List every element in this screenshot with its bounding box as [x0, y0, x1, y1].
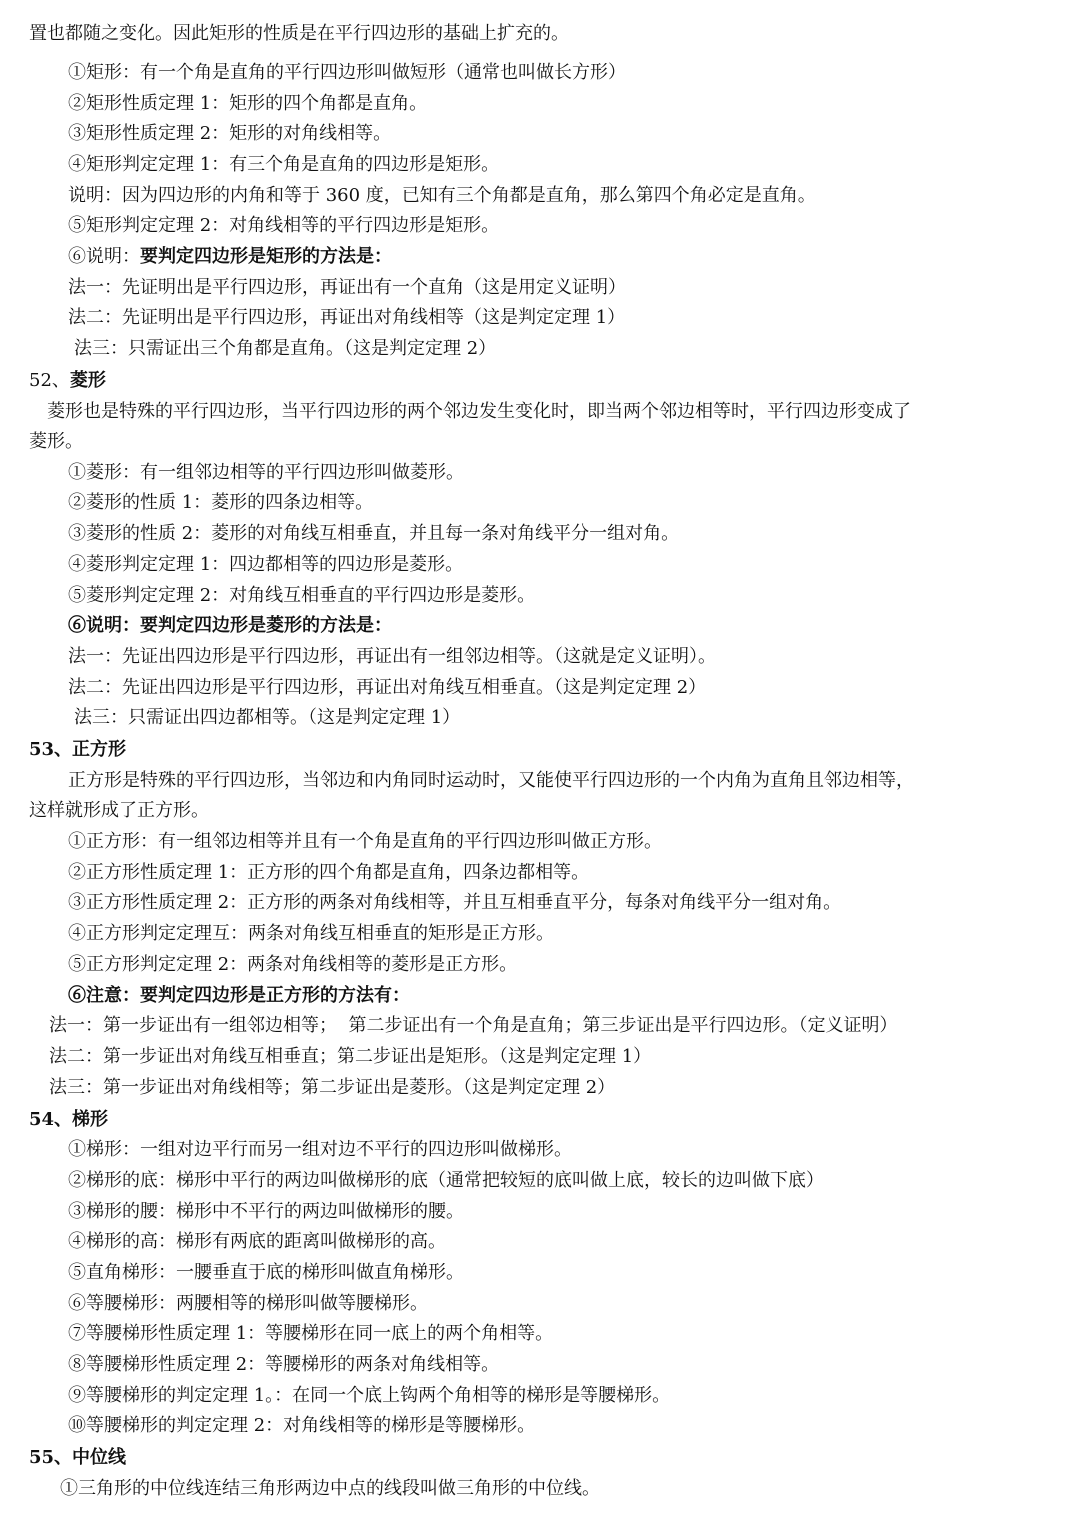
isosceles-property-1: ⑦等腰梯形性质定理 1：等腰梯形在同一底上的两个角相等。 [68, 1323, 554, 1344]
trapezoid-legs: ③梯形的腰：梯形中不平行的两边叫做梯形的腰。 [68, 1201, 464, 1222]
square-methods-note: ⑥注意：要判定四边形是正方形的方法有： [68, 985, 410, 1006]
isosceles-test-1: ⑨等腰梯形的判定定理 1。：在同一个底上钩两个角相等的梯形是等腰梯形。 [68, 1385, 671, 1406]
section-heading-54: 54、梯形 [29, 1109, 109, 1130]
note-bold-text: 要判定四边形是矩形的方法是： [140, 246, 392, 267]
square-definition: ①正方形：有一组邻边相等并且有一个角是直角的平行四边形叫做正方形。 [68, 831, 662, 852]
paragraph-continuation: 置也都随之变化。因此矩形的性质是在平行四边形的基础上扩充的。 [29, 23, 569, 44]
square-test-2: ⑤正方形判定定理 2：两条对角线相等的菱形是正方形。 [68, 954, 518, 975]
section-heading-52 [29, 365, 106, 396]
rhombus-methods-note: ⑥说明：要判定四边形是菱形的方法是： [68, 615, 392, 636]
rect-test-1: ④矩形判定定理 1：有三个角是直角的四边形是矩形。 [68, 154, 500, 175]
trapezoid-height: ④梯形的高：梯形有两底的距离叫做梯形的高。 [68, 1231, 446, 1252]
rhombus-method-1: 法一：先证出四边形是平行四边形，再证出有一组邻边相等。（这就是定义证明）。 [68, 646, 716, 667]
trapezoid-bases: ②梯形的底：梯形中平行的两边叫做梯形的底（通常把较短的底叫做上底，较长的边叫做下底） [68, 1170, 824, 1191]
square-intro-cont: 这样就形成了正方形。 [29, 800, 209, 821]
rect-property-1: ②矩形性质定理 1：矩形的四个角都是直角。 [68, 93, 428, 114]
rect-method-1: 法一：先证明出是平行四边形，再证出有一个直角（这是用定义证明） [68, 277, 626, 298]
rhombus-intro-cont: 菱形。 [29, 431, 83, 452]
isosceles-test-2: ⑩等腰梯形的判定定理 2：对角线相等的梯形是等腰梯形。 [68, 1415, 536, 1436]
trapezoid-definition: ①梯形：一组对边平行而另一组对边不平行的四边形叫做梯形。 [68, 1139, 572, 1160]
rect-test-2: ⑤矩形判定定理 2：对角线相等的平行四边形是矩形。 [68, 215, 500, 236]
note-prefix: ⑥说明： [68, 246, 140, 267]
square-intro: 正方形是特殊的平行四边形，当邻边和内角同时运动时，又能使平行四边形的一个内角为直角且邻边相等， [68, 770, 914, 791]
rect-explanation: 说明：因为四边形的内角和等于 360 度，已知有三个角都是直角，那么第四个角必定是直角。 [68, 185, 816, 206]
rhombus-definition: ①菱形：有一组邻边相等的平行四边形叫做菱形。 [68, 462, 464, 483]
rhombus-intro: 菱形也是特殊的平行四边形，当平行四边形的两个邻边发生变化时，即当两个邻边相等时，平行四边形变成了 [47, 401, 911, 422]
rect-property-2: ③矩形性质定理 2：矩形的对角线相等。 [68, 123, 392, 144]
rhombus-property-1: ②菱形的性质 1：菱形的四条边相等。 [68, 492, 374, 513]
heading-title: 菱形 [69, 370, 106, 391]
rhombus-test-1: ④菱形判定定理 1：四边都相等的四边形是菱形。 [68, 554, 464, 575]
rhombus-property-2: ③菱形的性质 2：菱形的对角线互相垂直，并且每一条对角线平分一组对角。 [68, 523, 680, 544]
square-method-2: 法二：第一步证出对角线互相垂直；第二步证出是矩形。（这是判定定理 1） [49, 1046, 652, 1067]
rect-methods-note [68, 241, 392, 272]
square-test-1: ④正方形判定定理互：两条对角线互相垂直的矩形是正方形。 [68, 923, 554, 944]
rect-method-2: 法二：先证明出是平行四边形，再证出对角线相等（这是判定定理 1） [68, 307, 626, 328]
square-property-2: ③正方形性质定理 2：正方形的两条对角线相等，并且互相垂直平分，每条对角线平分一组对角。 [68, 892, 842, 913]
rect-method-3: 法三：只需证出三个角都是直角。（这是判定定理 2） [74, 338, 497, 359]
heading-number: 52、 [29, 370, 70, 391]
square-method-1: 法一：第一步证出有一组邻边相等； 第二步证出有一个角是直角；第三步证出是平行四边形。（定义证明） [49, 1015, 898, 1036]
rhombus-method-2: 法二：先证出四边形是平行四边形，再证出对角线互相垂直。（这是判定定理 2） [68, 677, 707, 698]
square-property-1: ②正方形性质定理 1：正方形的四个角都是直角，四条边都相等。 [68, 862, 590, 883]
isosceles-property-2: ⑧等腰梯形性质定理 2：等腰梯形的两条对角线相等。 [68, 1354, 500, 1375]
section-heading-53: 53、正方形 [29, 739, 127, 760]
right-trapezoid: ⑤直角梯形：一腰垂直于底的梯形叫做直角梯形。 [68, 1262, 464, 1283]
section-heading-55: 55、中位线 [29, 1447, 127, 1468]
rect-definition: ①矩形：有一个角是直角的平行四边形叫做短形（通常也叫做长方形） [68, 62, 626, 83]
isosceles-trapezoid: ⑥等腰梯形：两腰相等的梯形叫做等腰梯形。 [68, 1293, 428, 1314]
midline-definition: ①三角形的中位线连结三角形两边中点的线段叫做三角形的中位线。 [60, 1478, 600, 1499]
rhombus-test-2: ⑤菱形判定定理 2：对角线互相垂直的平行四边形是菱形。 [68, 585, 536, 606]
rhombus-method-3: 法三：只需证出四边都相等。（这是判定定理 1） [74, 707, 461, 728]
square-method-3: 法三：第一步证出对角线相等；第二步证出是菱形。（这是判定定理 2） [49, 1077, 616, 1098]
